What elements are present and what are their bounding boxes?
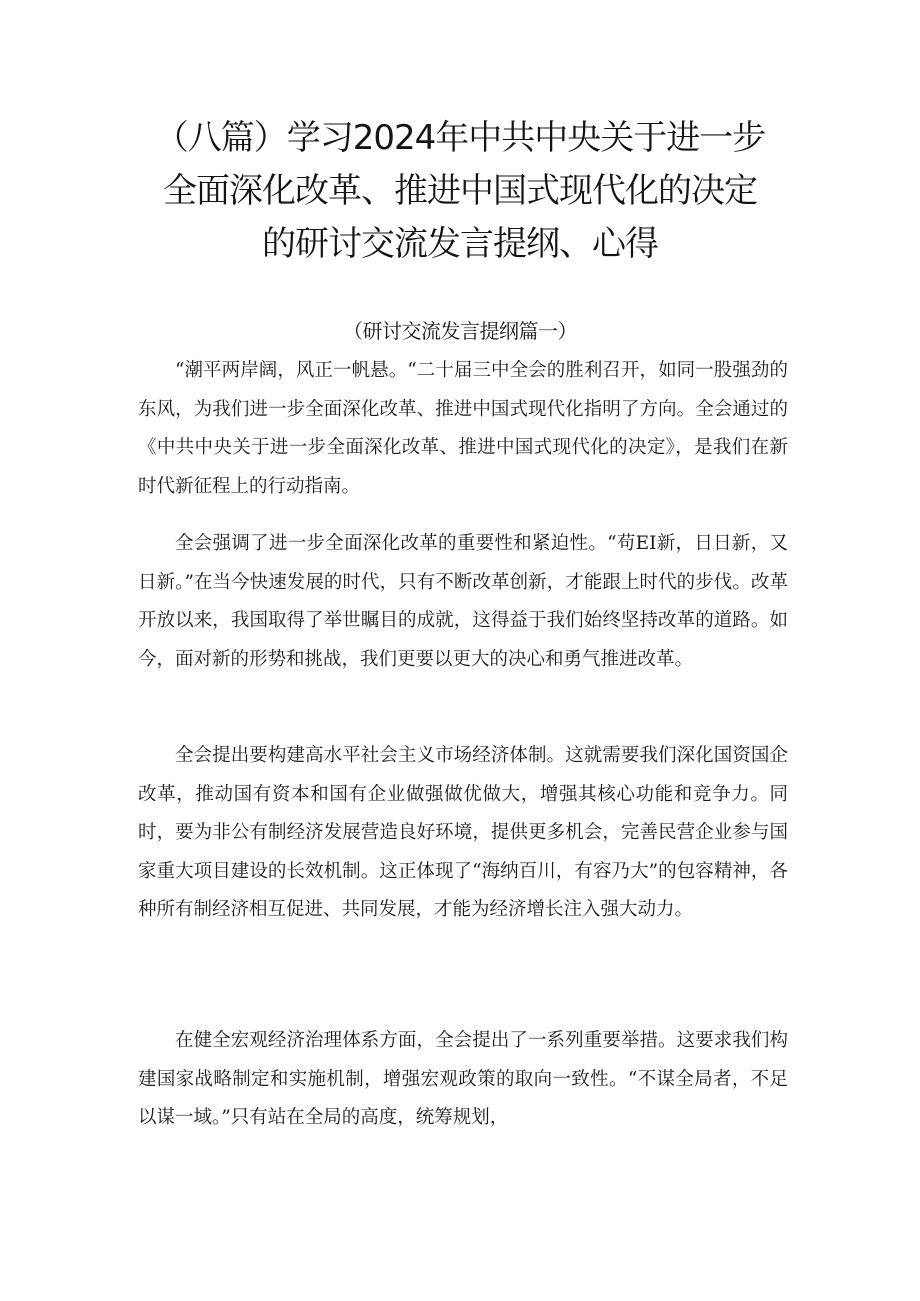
title-line-3: 的研讨交流发言提纲、心得 — [262, 224, 658, 264]
title-line-1: （八篇）学习2024年中共中央关于进一步 — [154, 118, 766, 158]
paragraph-1: “潮平两岸阔，风正一帆悬。“二十届三中全会的胜利召开，如同一股强劲的东风，为我们进一步全面深化改革、推进中国式现代化指明了方向。全会通过的《中共中央关于进一步全面深化改革、推进中国式现代化的决定》，是我们在新时代新征程上的行动指南。 — [138, 360, 788, 497]
document-title — [100, 112, 820, 271]
paragraph-3: 全会提出要构建高水平社会主义市场经济体制。这就需要我们深化国资国企改革，推动国有资本和国有企业做强做优做大，增强其核心功能和竞争力。同时，要为非公有制经济发展营造良好环境，提供更多机会，完善民营企业参与国家重大项目建设的长效机制。这正体现了“海纳百川，有容乃大”的包容精神，各种所有制经济相互促进、共同发展，才能为经济增长注入强大动力。 — [138, 745, 788, 920]
paragraph-2: 全会强调了进一步全面深化改革的重要性和紧迫性。“苟EI新，日日新，又日新。”在当今快速发展的时代，只有不断改革创新，才能跟上时代的步伐。改革开放以来，我国取得了举世瞩目的成就，这得益于我们始终坚持改革的道路。如今，面对新的形势和挑战，我们更要以更大的决心和勇气推进改革。 — [138, 533, 788, 670]
paragraph-4: 在健全宏观经济治理体系方面，全会提出了一系列重要举措。这要求我们构建国家战略制定和实施机制，增强宏观政策的取向一致性。“不谋全局者，不足以谋一域。”只有站在全局的高度，统筹规划， — [138, 1030, 788, 1128]
title-line-2: 全面深化改革、推进中国式现代化的决定 — [163, 171, 757, 211]
section-heading: （研讨交流发言提纲篇一） — [343, 319, 577, 343]
